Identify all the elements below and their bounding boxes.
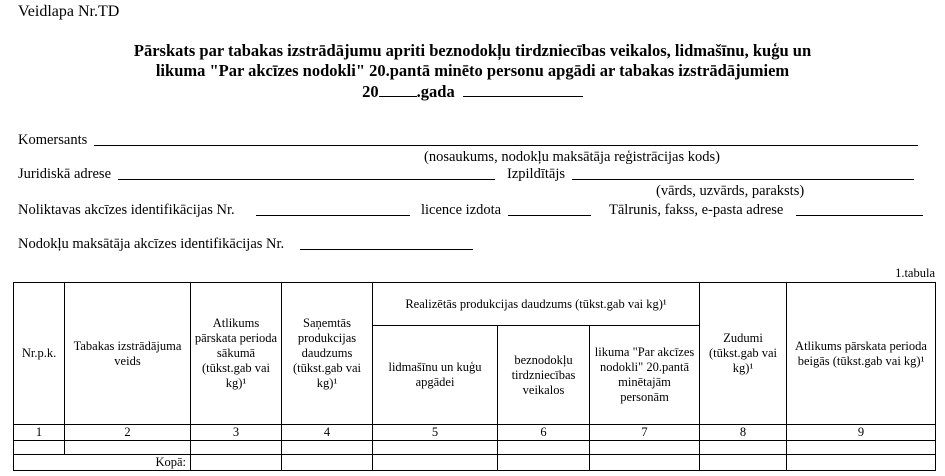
report-title-line-2: likuma "Par akcīzes nodokli" 20.pantā minēto personu apgādi ar tabakas izstrādājumiem <box>155 61 790 80</box>
total-label: Kopā: <box>14 455 191 471</box>
table-cell[interactable] <box>14 441 65 455</box>
column-number: 8 <box>700 425 787 441</box>
report-title-line-1: Pārskats par tabakas izstrādājumu apriti beznodokļu tirdzniecības veikalos, lidmašīnu, kuģu un <box>133 41 812 60</box>
header-likuma: likuma "Par akcīzes nodokli" 20.pantā minētajām personām <box>590 326 700 425</box>
table-cell[interactable] <box>191 441 282 455</box>
total-cell[interactable] <box>191 455 282 471</box>
header-atlikums-sakuma: Atlikums pārskata perioda sākumā (tūkst.gab vai kg)¹ <box>191 283 282 425</box>
report-table <box>13 282 936 471</box>
izpilditajs-label: Izpildītājs <box>507 166 565 182</box>
header-realizetas: Realizētās produkcijas daudzums (tūkst.gab vai kg)¹ <box>373 283 700 326</box>
table-cell[interactable] <box>590 441 700 455</box>
licence-label: licence izdota <box>421 202 502 218</box>
header-lidmasinu: lidmašīnu un kuģu apgādei <box>373 326 498 425</box>
komersants-label: Komersants <box>18 132 88 148</box>
talrunis-field[interactable] <box>796 215 923 216</box>
total-cell[interactable] <box>498 455 590 471</box>
column-number: 7 <box>590 425 700 441</box>
total-cell[interactable] <box>373 455 498 471</box>
nodoklu-field[interactable] <box>300 249 473 250</box>
juridiska-adrese-field[interactable] <box>118 179 495 180</box>
year-blank[interactable] <box>379 81 417 97</box>
header-atlikums-beigas: Atlikums pārskata perioda beigās (tūkst.gab vai kg)¹ <box>787 283 936 425</box>
noliktavas-label: Noliktavas akcīzes identifikācijas Nr. <box>18 202 235 218</box>
table-row <box>14 441 936 455</box>
table-cell[interactable] <box>787 441 936 455</box>
header-veids: Tabakas izstrādājuma veids <box>65 283 191 425</box>
table-cell[interactable] <box>282 441 373 455</box>
izpilditajs-hint: (vārds, uzvārds, paraksts) <box>656 183 805 199</box>
period-blank[interactable] <box>463 81 583 97</box>
table-cell[interactable] <box>65 441 191 455</box>
header-beznodoklu: beznodokļu tirdzniecības veikalos <box>498 326 590 425</box>
total-row <box>14 455 936 471</box>
total-cell[interactable] <box>700 455 787 471</box>
column-number: 6 <box>498 425 590 441</box>
header-zudumi: Zudumi (tūkst.gab vai kg)¹ <box>700 283 787 425</box>
column-number: 1 <box>14 425 65 441</box>
komersants-field[interactable] <box>94 145 918 146</box>
header-nr: Nr.p.k. <box>14 283 65 425</box>
year-prefix: 20 <box>362 82 379 101</box>
talrunis-label: Tālrunis, fakss, e-pasta adrese <box>609 202 784 218</box>
table-cell[interactable] <box>373 441 498 455</box>
total-cell[interactable] <box>787 455 936 471</box>
izpilditajs-field[interactable] <box>572 179 914 180</box>
header-sanemtas: Saņemtās produkcijas daudzums (tūkst.gab vai kg)¹ <box>282 283 373 425</box>
licence-field[interactable] <box>508 215 591 216</box>
column-number: 3 <box>191 425 282 441</box>
total-cell[interactable] <box>282 455 373 471</box>
column-number: 2 <box>65 425 191 441</box>
report-period <box>0 81 945 102</box>
column-number: 9 <box>787 425 936 441</box>
column-number: 4 <box>282 425 373 441</box>
table-cell[interactable] <box>498 441 590 455</box>
juridiska-adrese-label: Juridiskā adrese <box>18 166 112 182</box>
year-suffix: .gada <box>416 82 455 101</box>
nodoklu-label: Nodokļu maksātāja akcīzes identifikācijas Nr. <box>18 236 285 252</box>
form-id: Veidlapa Nr.TD <box>18 3 120 20</box>
column-number: 5 <box>373 425 498 441</box>
table-cell[interactable] <box>700 441 787 455</box>
total-cell[interactable] <box>590 455 700 471</box>
table-label: 1.tabula <box>895 266 935 280</box>
komersants-hint: (nosaukums, nodokļu maksātāja reģistrācijas kods) <box>424 149 720 165</box>
noliktavas-field[interactable] <box>256 215 410 216</box>
